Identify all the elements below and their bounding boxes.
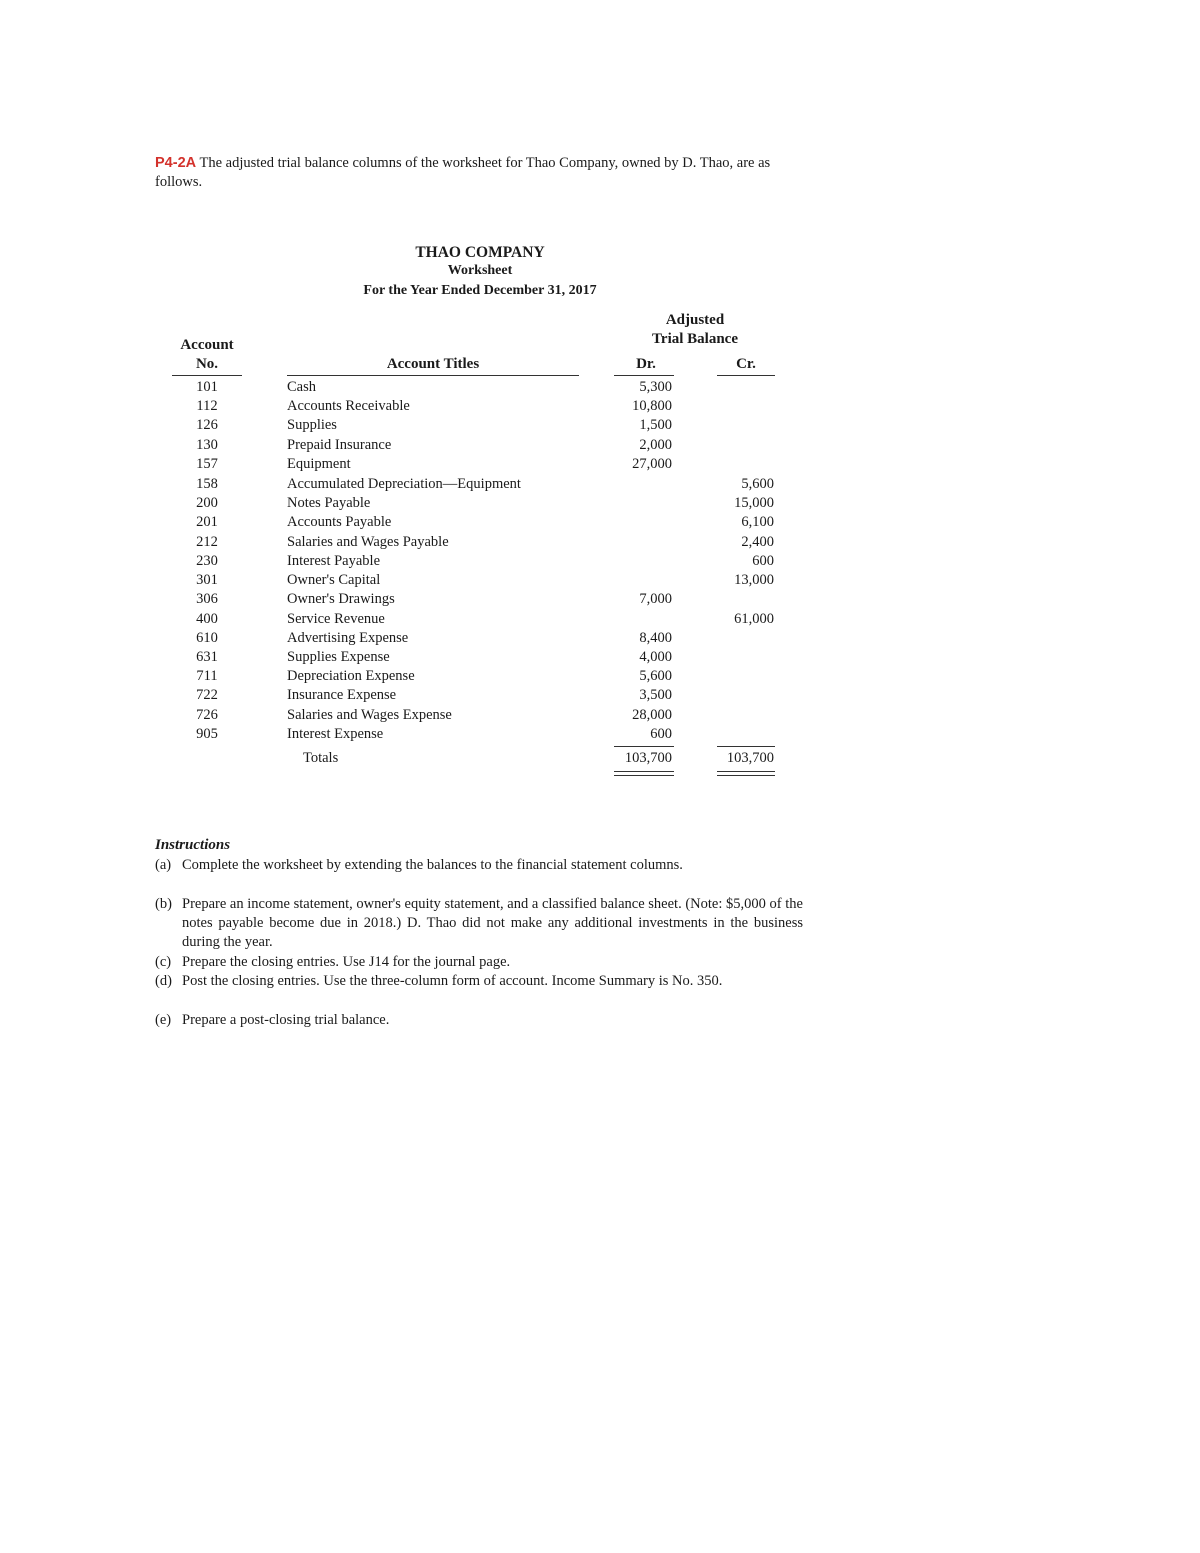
credit-amount: 600 (752, 553, 774, 569)
table-row (0, 649, 1200, 668)
account-no: 301 (196, 572, 218, 588)
col-dr: Dr. (636, 356, 656, 372)
debit-amount: 4,000 (639, 649, 672, 665)
instruction-item (155, 953, 803, 972)
account-title: Accumulated Depreciation—Equipment (287, 476, 521, 492)
col-cr: Cr. (736, 356, 756, 372)
totals-row (0, 750, 1200, 770)
double-rule-dr-1 (614, 771, 674, 772)
table-row (0, 495, 1200, 514)
account-title: Supplies (287, 417, 337, 433)
company-name: THAO COMPANY (415, 244, 545, 261)
instruction-item (155, 895, 803, 952)
account-no: 230 (196, 553, 218, 569)
account-no: 112 (196, 398, 218, 414)
debit-amount: 600 (650, 726, 672, 742)
table-row (0, 591, 1200, 610)
account-no: 212 (196, 534, 218, 550)
debit-amount: 5,600 (639, 668, 672, 684)
account-no: 126 (196, 417, 218, 433)
double-rule-dr-2 (614, 775, 674, 776)
account-no: 400 (196, 611, 218, 627)
worksheet-period: For the Year Ended December 31, 2017 (363, 283, 597, 298)
totals-label: Totals (303, 750, 339, 766)
instruction-label: (b) (155, 896, 172, 912)
instruction-item (155, 856, 803, 875)
account-title: Insurance Expense (287, 687, 397, 703)
debit-amount: 3,500 (639, 687, 672, 703)
debit-amount: 7,000 (639, 591, 672, 607)
table-row (0, 687, 1200, 706)
credit-amount: 2,400 (741, 534, 774, 550)
account-no: 157 (196, 456, 218, 472)
double-rule-cr-1 (717, 771, 775, 772)
col-no-label: No. (195, 356, 219, 372)
account-title: Interest Payable (287, 553, 381, 569)
credit-amount: 61,000 (734, 611, 774, 627)
account-title: Prepaid Insurance (287, 437, 392, 453)
credit-amount: 15,000 (734, 495, 774, 511)
credit-amount: 13,000 (734, 572, 774, 588)
account-title: Accounts Payable (287, 514, 392, 530)
group-heading-trial-balance: Trial Balance (652, 331, 738, 347)
account-title: Cash (287, 379, 316, 395)
instruction-text: Prepare a post-closing trial balance. (182, 1012, 390, 1028)
problem-intro (155, 154, 805, 192)
account-no: 101 (196, 379, 218, 395)
instruction-label: (d) (155, 973, 172, 989)
col-account-label: Account (180, 337, 234, 353)
header-rule-dr (614, 375, 674, 376)
account-no: 726 (196, 707, 218, 723)
problem-text: The adjusted trial balance columns of the worksheet for Thao Company, owned by D. Thao, are as follows. (155, 155, 771, 190)
header-rule-cr (717, 375, 775, 376)
instruction-text: Prepare an income statement, owner's equity statement, and a classified balance sheet. (Note: $5,000 of the notes payable become due in 2018.) D. Thao did not make any additional investments in the business during the year. (182, 896, 803, 950)
account-title: Interest Expense (287, 726, 384, 742)
account-no: 722 (196, 687, 218, 703)
double-rule-cr-2 (717, 775, 775, 776)
instruction-item (155, 972, 803, 991)
instructions-title: Instructions (155, 837, 231, 853)
debit-amount: 8,400 (639, 630, 672, 646)
header-rule-titles (287, 375, 579, 376)
account-title: Depreciation Expense (287, 668, 415, 684)
instruction-label: (c) (155, 954, 172, 970)
account-title: Supplies Expense (287, 649, 390, 665)
account-title: Owner's Capital (287, 572, 381, 588)
account-title: Advertising Expense (287, 630, 409, 646)
credit-amount: 6,100 (741, 514, 774, 530)
account-no: 631 (196, 649, 218, 665)
account-no: 610 (196, 630, 218, 646)
total-rule-cr (717, 746, 775, 747)
debit-amount: 5,300 (639, 379, 672, 395)
credit-amount: 5,600 (741, 476, 774, 492)
account-no: 200 (196, 495, 218, 511)
account-title: Accounts Receivable (287, 398, 410, 414)
instruction-label: (e) (155, 1012, 172, 1028)
total-credit: 103,700 (726, 750, 774, 766)
account-no: 130 (196, 437, 218, 453)
header-rule-no (172, 375, 242, 376)
account-title: Equipment (287, 456, 351, 472)
table-row (0, 611, 1200, 630)
table-row (0, 534, 1200, 553)
instruction-label: (a) (155, 857, 172, 873)
table-row (0, 456, 1200, 475)
col-account-titles: Account Titles (386, 356, 480, 372)
debit-amount: 2,000 (639, 437, 672, 453)
debit-amount: 1,500 (639, 417, 672, 433)
instruction-text: Complete the worksheet by extending the balances to the financial statement columns. (182, 857, 683, 873)
table-row (0, 707, 1200, 726)
table-row (0, 726, 1200, 745)
account-no: 201 (196, 514, 218, 530)
instruction-text: Prepare the closing entries. Use J14 for the journal page. (182, 954, 511, 970)
table-row (0, 437, 1200, 456)
account-no: 158 (196, 476, 218, 492)
table-row (0, 379, 1200, 398)
table-row (0, 668, 1200, 687)
table-row (0, 417, 1200, 436)
table-row (0, 553, 1200, 572)
account-title: Service Revenue (287, 611, 385, 627)
table-row (0, 630, 1200, 649)
account-title: Owner's Drawings (287, 591, 395, 607)
instruction-item (155, 1011, 803, 1030)
debit-amount: 10,800 (632, 398, 672, 414)
table-row (0, 398, 1200, 417)
account-title: Salaries and Wages Expense (287, 707, 452, 723)
instruction-text: Post the closing entries. Use the three-column form of account. Income Summary is No. 350. (182, 973, 723, 989)
worksheet-title: Worksheet (447, 263, 513, 278)
account-no: 306 (196, 591, 218, 607)
debit-amount: 27,000 (632, 456, 672, 472)
total-rule-dr (614, 746, 674, 747)
table-row (0, 476, 1200, 495)
debit-amount: 28,000 (632, 707, 672, 723)
account-title: Notes Payable (287, 495, 371, 511)
problem-code: P4-2A (155, 155, 197, 171)
account-title: Salaries and Wages Payable (287, 534, 449, 550)
table-row (0, 572, 1200, 591)
group-heading-adjusted: Adjusted (665, 312, 725, 328)
account-no: 711 (196, 668, 218, 684)
table-row (0, 514, 1200, 533)
account-no: 905 (196, 726, 218, 742)
total-debit: 103,700 (624, 750, 672, 766)
